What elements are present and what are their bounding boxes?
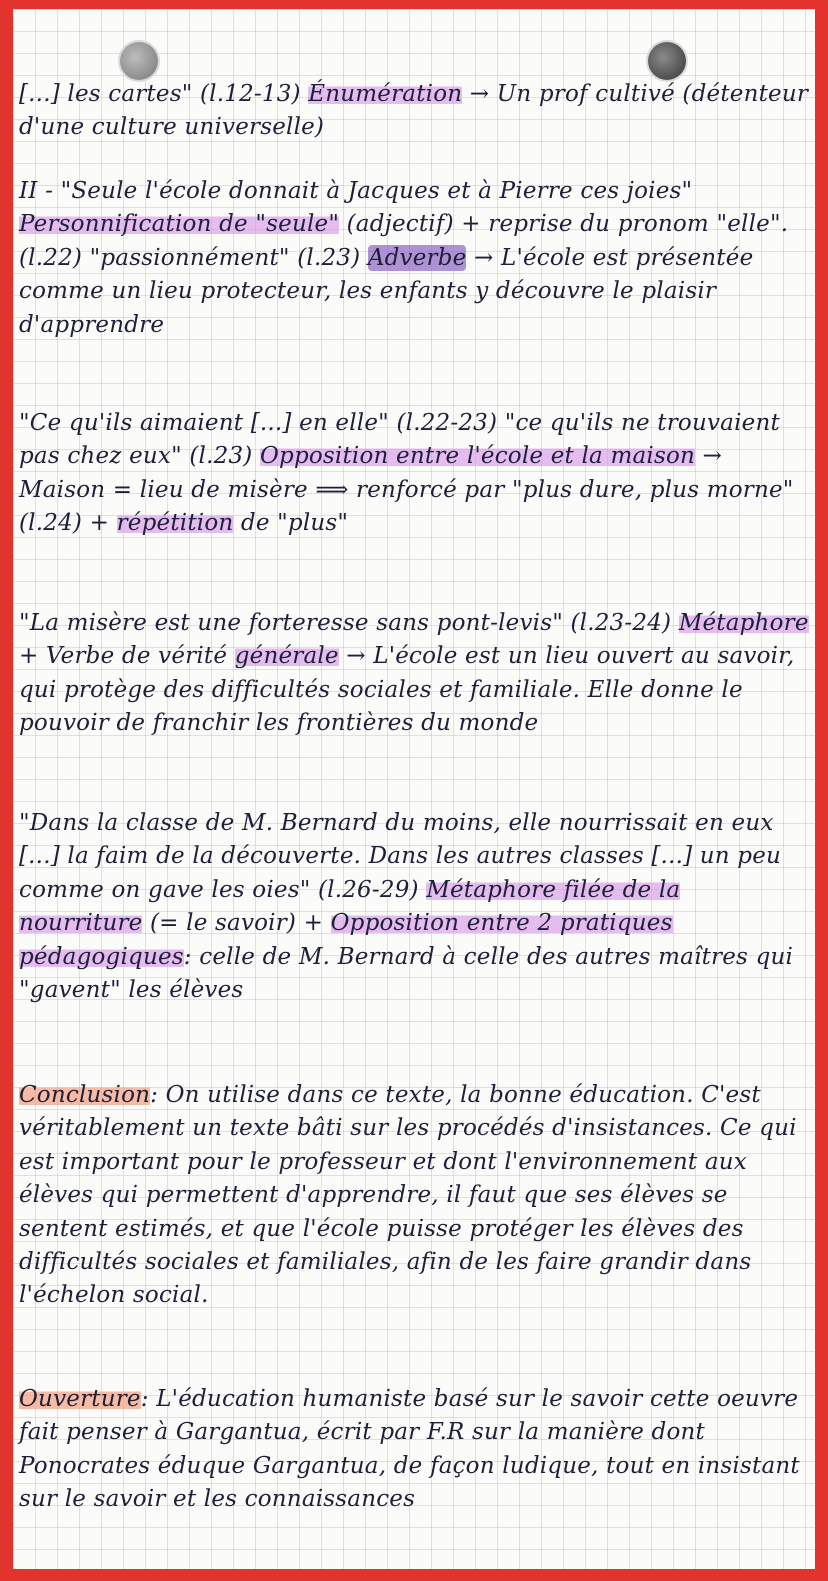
punch-hole-left — [120, 42, 158, 80]
paragraph-metaphore-filee — [19, 807, 809, 1007]
punch-hole-right — [648, 42, 686, 80]
highlighted-text: Opposition entre 2 pratiques pédagogiques — [19, 910, 673, 970]
highlighted-text: Conclusion — [19, 1082, 151, 1108]
highlighted-text: Énumération — [308, 81, 463, 107]
handwritten-text: de "plus" — [233, 510, 349, 537]
highlighted-text: Opposition entre l'école et la maison — [259, 443, 696, 470]
handwritten-text: : L'éducation humaniste basé sur le savoir cette oeuvre fait penser à Gargantua, écrit par F.R sur la manière dont Ponocrates éduque Gargantua, de façon ludique, tout en insistant sur le savoir et les connaissances — [19, 1386, 800, 1513]
paragraph-metaphore-forteresse — [19, 607, 809, 741]
handwritten-text: → L'école est présentée comme un lieu protecteur, les enfants y découvre le plaisir d'apprendre — [19, 244, 754, 338]
highlighted-text: Métaphore — [678, 610, 809, 636]
handwritten-text: → Maison = lieu de misère ⟹ renforcé par "plus dure, plus morne" (l.24) + — [19, 443, 794, 537]
highlighted-text: répétition — [116, 510, 234, 537]
handwritten-text: (adjectif) + reprise du pronom "elle". (l.22) "passionnément" (l.23) — [19, 211, 789, 271]
handwritten-text: (= le savoir) + — [142, 910, 331, 937]
handwritten-text: "La misère est une forteresse sans pont-levis" (l.23-24) — [19, 610, 679, 636]
handwritten-text: : On utilise dans ce texte, la bonne éducation. C'est véritablement un texte bâti sur les procédés d'insistances. Ce qui est important pour le professeur et dont l'environnement aux élèves qui permettent d'apprendre, il faut que ses élèves se sentent estimés, et que l'école puisse protéger les élèves des difficultés sociales et familiales, afin de les faire grandir dans l'échelon social. — [19, 1082, 797, 1309]
handwritten-text: → Un prof cultivé (détenteur d'une culture universelle) — [19, 81, 809, 141]
handwritten-text: "Ce qu'ils aimaient [...] en elle" (l.22-23) "ce qu'ils ne trouvaient pas chez eux" (l.23) — [19, 410, 780, 470]
handwritten-text: "Dans la classe de M. Bernard du moins, elle nourrissait en eux [...] la faim de la découverte. Dans les autres classes [...] un peu comme on gave les oies" (l.26-29) — [19, 810, 782, 903]
handwritten-text: [...] les cartes" (l.12-13) — [19, 81, 309, 107]
highlighted-text: Personnification de "seule" — [19, 211, 340, 238]
handwritten-text: → L'école est un lieu ouvert au savoir, qui protège des difficultés sociales et familiale. Elle donne le pouvoir de franchir les frontières du monde — [19, 643, 795, 737]
handwritten-text: + Verbe de vérité — [19, 643, 235, 670]
note-card — [13, 9, 815, 1569]
paragraph-enumeration — [19, 78, 809, 145]
paragraph-opposition-ecole-maison — [19, 407, 809, 541]
handwritten-text: : celle de M. Bernard à celle des autres maîtres qui "gavent" les élèves — [19, 943, 794, 1004]
paragraph-part-two — [19, 175, 809, 342]
highlighted-text: générale — [234, 643, 339, 670]
highlighted-text: Adverbe — [367, 244, 467, 271]
paragraph-conclusion — [19, 1079, 809, 1313]
highlighted-text: Métaphore filée de la nourriture — [19, 876, 681, 937]
paragraph-ouverture — [19, 1383, 809, 1517]
handwritten-text: II - "Seule l'école donnait à Jacques et à Pierre ces joies" — [19, 178, 693, 204]
highlighted-text: Ouverture — [19, 1386, 141, 1412]
